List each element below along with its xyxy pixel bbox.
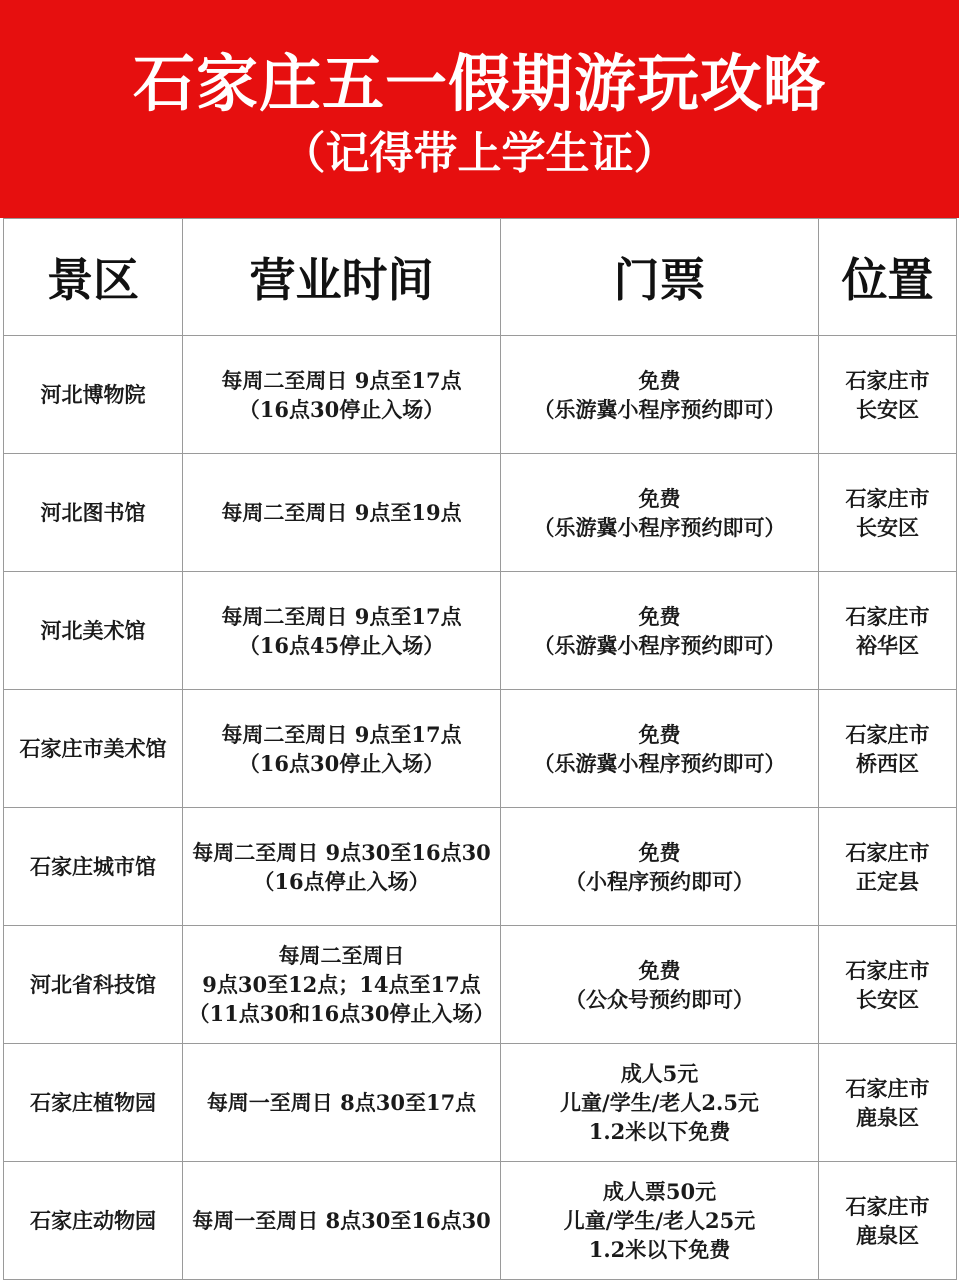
location-cell: [819, 454, 957, 572]
location-line: 长安区: [856, 396, 919, 422]
location-line: 鹿泉区: [856, 1222, 919, 1248]
location-line: 石家庄市: [845, 839, 930, 865]
location-line: 长安区: [856, 986, 919, 1012]
table-row: [4, 690, 957, 808]
opening-hours-cell: [183, 808, 501, 926]
ticket-line: 免费: [638, 485, 681, 511]
ticket-line: 免费: [638, 367, 681, 393]
ticket-line: 免费: [638, 839, 681, 865]
column-header-location: 位置: [819, 219, 957, 336]
opening-hours-cell: [183, 926, 501, 1044]
ticket-cell: [501, 926, 819, 1044]
table-row: [4, 336, 957, 454]
opening-hours-line: 每周二至周日 9点至17点: [221, 367, 462, 393]
opening-hours-cell: [183, 454, 501, 572]
opening-hours-line: 每周二至周日 9点至19点: [221, 500, 462, 525]
location-cell: [819, 336, 957, 454]
title-banner: [0, 0, 959, 218]
ticket-cell: [501, 1162, 819, 1280]
opening-hours-line: （16点停止入场）: [253, 868, 430, 894]
scenic-area-name: 河北美术馆: [4, 572, 183, 690]
attractions-table: [3, 218, 957, 1280]
location-line: 石家庄市: [845, 721, 930, 747]
column-header-scenic-area: 景区: [4, 219, 183, 336]
location-line: 石家庄市: [845, 603, 930, 629]
scenic-area-name: 石家庄城市馆: [4, 808, 183, 926]
ticket-line: （乐游冀小程序预约即可）: [533, 514, 786, 540]
scenic-area-name: 石家庄动物园: [4, 1162, 183, 1280]
opening-hours-cell: [183, 336, 501, 454]
opening-hours-line: （11点30和16点30停止入场）: [188, 1001, 495, 1026]
location-cell: [819, 808, 957, 926]
ticket-cell: [501, 454, 819, 572]
ticket-line: 成人5元: [620, 1061, 699, 1086]
scenic-area-name: 石家庄市美术馆: [4, 690, 183, 808]
scenic-area-name: 河北博物院: [4, 336, 183, 454]
location-cell: [819, 926, 957, 1044]
ticket-line: （乐游冀小程序预约即可）: [533, 750, 786, 776]
ticket-cell: [501, 572, 819, 690]
scenic-area-name: 河北省科技馆: [4, 926, 183, 1044]
location-line: 长安区: [856, 514, 919, 540]
ticket-cell: [501, 1044, 819, 1162]
location-cell: [819, 1044, 957, 1162]
opening-hours-line: 每周二至周日 9点至17点: [221, 603, 462, 629]
column-header-opening-hours: 营业时间: [183, 219, 501, 336]
opening-hours-cell: [183, 572, 501, 690]
location-line: 鹿泉区: [856, 1104, 919, 1130]
ticket-line: （小程序预约即可）: [565, 868, 754, 894]
opening-hours-line: （16点30停止入场）: [238, 750, 445, 776]
opening-hours-cell: [183, 1044, 501, 1162]
ticket-line: 儿童/学生/老人2.5元: [560, 1090, 759, 1115]
table-row: [4, 1162, 957, 1280]
opening-hours-cell: [183, 1162, 501, 1280]
opening-hours-line: 每周二至周日 9点30至16点30: [192, 839, 491, 865]
ticket-line: 免费: [638, 603, 681, 629]
opening-hours-line: 每周二至周日: [278, 943, 405, 968]
page-title: 石家庄五一假期游玩攻略: [132, 47, 826, 120]
ticket-line: 成人票50元: [602, 1179, 717, 1204]
opening-hours-line: 每周二至周日 9点至17点: [221, 721, 462, 747]
location-line: 石家庄市: [845, 367, 930, 393]
ticket-line: 免费: [638, 721, 681, 747]
opening-hours-line: 9点30至12点；14点至17点: [202, 972, 481, 997]
location-line: 石家庄市: [845, 1193, 930, 1219]
ticket-line: （乐游冀小程序预约即可）: [533, 632, 786, 658]
ticket-line: 免费: [638, 957, 681, 983]
opening-hours-cell: [183, 690, 501, 808]
location-line: 石家庄市: [845, 957, 930, 983]
ticket-cell: [501, 808, 819, 926]
ticket-line: 儿童/学生/老人25元: [563, 1208, 756, 1233]
ticket-line: 1.2米以下免费: [588, 1237, 731, 1262]
table-row: [4, 808, 957, 926]
page-subtitle: （记得带上学生证）: [281, 128, 678, 179]
table-row: [4, 454, 957, 572]
location-line: 裕华区: [856, 632, 919, 658]
table-row: [4, 1044, 957, 1162]
ticket-cell: [501, 336, 819, 454]
location-line: 石家庄市: [845, 485, 930, 511]
ticket-line: （乐游冀小程序预约即可）: [533, 396, 786, 422]
location-cell: [819, 572, 957, 690]
ticket-cell: [501, 690, 819, 808]
scenic-area-name: 石家庄植物园: [4, 1044, 183, 1162]
location-cell: [819, 1162, 957, 1280]
table-row: [4, 572, 957, 690]
ticket-line: （公众号预约即可）: [565, 986, 754, 1012]
table-body: [4, 336, 957, 1280]
opening-hours-line: （16点45停止入场）: [238, 632, 445, 658]
scenic-area-name: 河北图书馆: [4, 454, 183, 572]
table-row: [4, 926, 957, 1044]
location-cell: [819, 690, 957, 808]
opening-hours-line: 每周一至周日 8点30至17点: [206, 1090, 477, 1115]
table-header-row: [4, 219, 957, 336]
ticket-line: 1.2米以下免费: [588, 1119, 731, 1144]
location-line: 桥西区: [856, 750, 919, 776]
opening-hours-line: 每周一至周日 8点30至16点30: [192, 1208, 491, 1233]
opening-hours-line: （16点30停止入场）: [238, 396, 445, 422]
column-header-ticket: 门票: [501, 219, 819, 336]
location-line: 正定县: [856, 868, 919, 894]
location-line: 石家庄市: [845, 1075, 930, 1101]
